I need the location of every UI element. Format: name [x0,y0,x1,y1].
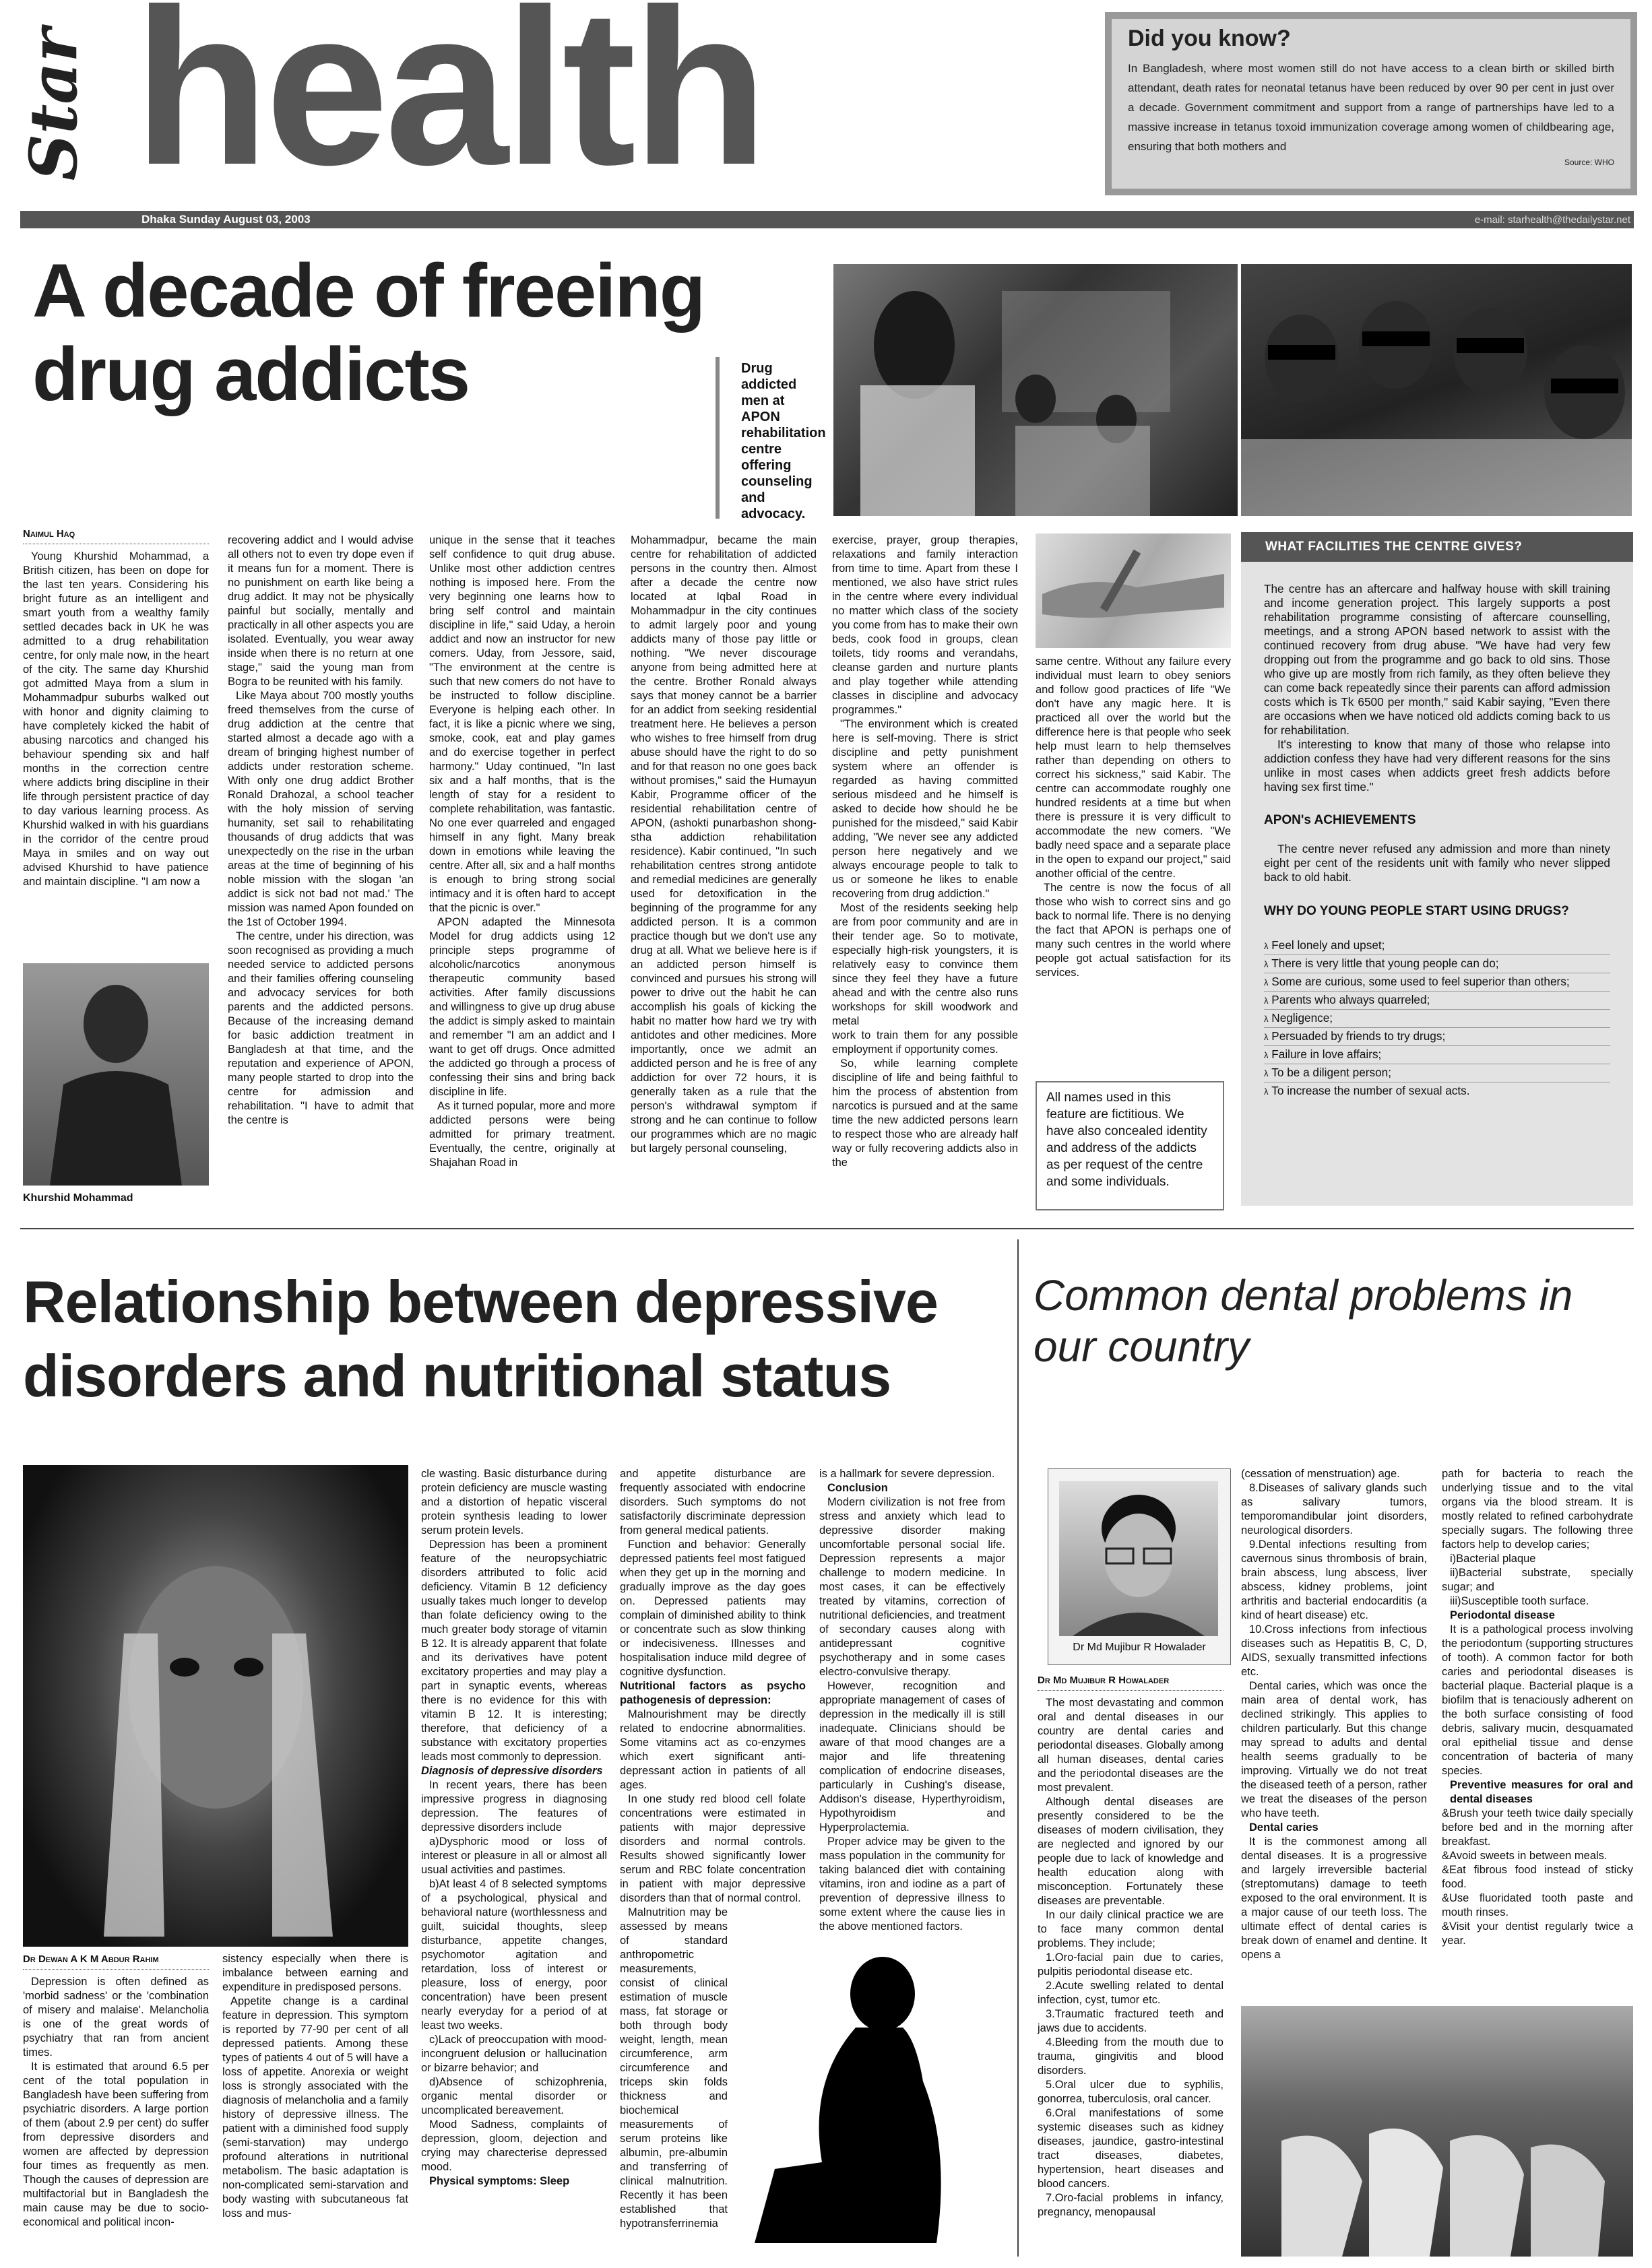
bullet-icon: λ [1264,1050,1269,1060]
article2-column-2 [222,1952,408,2221]
article2-para: Function and behavior: Generally depressed patients feel most fatigued when they get up in the morning and gradually improve as the day goes on. Depressed patients may complain of diminished ability to think or concentrate such as slow thinking or indecisiveness. Illnesses and hospitalisation induce mild degree of cognitive dysfunction. [620,1538,806,1678]
article-divider [1017,1239,1019,2257]
article2-para: In one study red blood cell folate concentrations were estimated in patients with major depressive disorders and normal controls. Results showed significantly lower serum and RBC folate concentration in patient with major depressive disorders than that of normal control. [620,1793,806,1904]
reason-item: λ Persuaded by friends to try drugs; [1264,1028,1610,1046]
article2-para: d)Absence of schizophrenia, organic mental disorder or uncomplicated bereavement. [421,2076,607,2116]
article2-para: Modern civilization is not free from stress and anxiety which lead to depressive disorder making uncomfortable personal social life. Depression represents a major challenge to modern medicine. In most cases, it can be effectively treated by vitamins, correction of nutritional deficiencies, and treatment of secondary causes along with antidepressant cognitive psychotherapy and in some cases electro-convulsive therapy. [819,1496,1005,1678]
email-link[interactable]: e-mail: starhealth@thedailystar.net [1474,214,1630,226]
article1-para: Mohammadpur, became the main centre for rehabilitation of addicted persons in the country then. Almost after a decade the centre now located at Iqbal Road in Mohammadpur in the city continues to admit largely poor and young addicts many of those pay little or nothing. "We never discourage anyone from being admitted here at the centre. Brother Ronald always says that money cannot be a barrier for an addict from seeking residential treatment here. He believes a person who wishes to free himself from drug abuse should have the right to do so and for that reason no one goes back without promises," said the Humayun Kabir, Programme officer of the residential rehabilitation centre of APON, (ashokti punarbashon shong-stha addiction rehabilitation residence). Kabir continued, "In such rehabilitation centres strong antidote and remedial medicines are generally used for detoxification in the beginning of the programme for any addicted person. It is a common practice though but we don't use any drug at all. What we believe here is if an addicted person himself is convinced and pursues his strong will power to drive out the habit he can accomplish his goals of kicking the habit no matter how hard we try with antidotes and other medicines. More importantly, once we admit an addicted person and he is free of any addiction for over 72 hours, it is generally taken as a rule that the person's withdrawal symptom if strong and he can continue to follow our programmes which are no magic but largely personal counseling, [631,534,817,1155]
bullet-icon: λ [1264,977,1269,987]
article1-headline: A decade of freeing drug addicts [32,249,705,416]
article1-column-5 [832,533,1018,1170]
periodontal-subheading: Periodontal disease [1450,1609,1555,1621]
article3-column-2 [1241,1467,1427,1962]
dentist-portrait [1059,1481,1218,1636]
article3-column-3 [1442,1467,1633,1948]
reason-item: λ Feel lonely and upset; [1264,937,1610,955]
article2-para: Proper advice may be given to the mass population in the community for taking balanced diet with containing vitamins, iron and iodine as a part of prevention of depressive illness to some extent where the cause lies in the above mentioned factors. [819,1836,1005,1933]
article2-para: Malnutrition may be assessed by means of standard anthropometric measurements, consist of clinical estimation of muscle mass, fat storage or both through body weight, length, mean circumference, arm circumference and triceps skin folds thickness and biochemical measurements of serum proteins like albumin, pre-albumin and transferring of clinical malnutrition. Recently it has been established that hypotransferrinemia [620,1906,728,2230]
article1-para: Young Khurshid Mohammad, a British citizen, has been on dope for the last ten years. Considering his bright future as an intelligent and smart youth from a wealthy family settled decades back in UK he was admitted to a drug rehabilitation centre, for only male now, in the heart of the city. The same day Khurshid got admitted Maya from a slum in Mohammadpur suburbs walked out with honor and dignity claiming to have completely kicked the habit of abusing narcotics and changed his behaviour spending six and half months in the correction centre where addicts bring discipline in their life through persistent practice of day to day various learning process. As Khurshid walked in with his guardians in the corridor of the centre proud Maya in smiles and on way out advised Khurshid to have patience and maintain discipline. "I am now a [23,550,209,888]
article3-para: i)Bacterial plaque [1450,1553,1536,1565]
article3-para: In our daily clinical practice we are to face many common dental problems. They include; [1038,1909,1224,1949]
article3-para: 6.Oral manifestations of some systemic diseases such as kidney diseases, jaundice, gastro-intestinal tract diseases, diabetes, hypertension, heart diseases and blood cancers. [1038,2107,1224,2190]
article3-para: &Use fluoridated tooth paste and mouth rinses. [1442,1892,1633,1918]
article2-para: It is estimated that around 6.5 per cent of the total population in Bangladesh have been suffering from psychiatric disorders. A large portion of them (about 2.9 per cent) do suffer from depressive disorders and women are affected by depression four times as frequently as men. Though the causes of depression are multifactorial but in Bangladesh the main cause may be due to socio-economical and political incon- [23,2061,209,2228]
byline-rule [23,1969,209,1970]
bullet-icon: λ [1264,1032,1269,1042]
article1-para: The centre, under his direction, was soon recognised as providing a much needed service to addicted persons and their families offering counseling and advocacy services for both parents and the addicted persons. Because of the increasing demand for basic addiction treatment in Bangladesh at that time, and the reputation and experience of APON, many people started to drop into the centre for admission and rehabilitation. "I have to admit that the centre is [228,930,414,1126]
photo-placeholder-icon [1241,264,1632,516]
article3-para: 9.Dental infections resulting from cavernous sinus thrombosis of brain, brain abscess, lung abscess, liver abscess, kidney problems, joint arthritis and bacterial endocarditis (a kind of heart disease) etc. [1241,1538,1427,1621]
reason-item: λ There is very little that young people can do; [1264,955,1610,973]
khurshid-portrait [23,963,209,1186]
teeth-photo [1241,2006,1633,2257]
dateline: Dhaka Sunday August 03, 2003 [141,213,311,226]
article2-para: sistency especially when there is imbalance between earning and expenditure in predisposed persons. [222,1953,408,1993]
article1-para: "The environment which is created here is self-moving. There is strict discipline and petty punishment system where an offender is regarded as having committed serious misdeed and he himself is asked to decide how should he be punished for the misdeed," said Kabir adding, "We never see any addicted person here negatively and we always encourage people to talk to us or someone he likes to enable recovering from drug addiction." [832,718,1018,900]
article3-para: path for bacteria to reach the underlying tissue and to the vital organs via the blood stream. It is mostly related to refined carbohydrate specially sugars. The following three factors help to develop caries; [1442,1468,1633,1551]
reason-item: λ Some are curious, some used to feel superior than others; [1264,973,1610,992]
article3-para: 3.Traumatic fractured teeth and jaws due to accidents. [1038,2008,1224,2034]
rehab-group-photo-right [1241,264,1632,516]
article2-para: Appetite change is a cardinal feature in depression. This symptom is reported by 77-90 per cent of all depressed patients. Among these types of patients 4 out of 5 will have a loss of appetite. Anorexia or weight loss is strongly associated with the diagnosis of melancholia and a family history of depressive illness. The patient with a diminished food supply (semi-starvation) may undergo profound alterations in nutritional metabolism. The basic adaptation is non-complicated semi-starvation and body wasting with subcutaneous fat loss and mus- [222,1995,408,2220]
article1-para: work to train them for any possible employment if opportunity comes. [832,1029,1018,1056]
article3-para: ii)Bacterial substrate, specially sugar; and [1442,1567,1633,1593]
did-you-know-title: Did you know? [1128,26,1291,51]
depressed-man-photo [23,1465,408,1947]
article2-column-1 [23,1952,209,2230]
article3-para: 4.Bleeding from the mouth due to trauma, gingivitis and blood disorders. [1038,2036,1224,2077]
facilities-sidebar [1241,532,1633,1206]
syringe-photo [1036,533,1231,648]
article3-headline: Common dental problems in our country [1034,1271,1573,1371]
article1-photo-caption: Drug addicted men at APON rehabilitation centre offering counseling and advocacy. [741,361,826,521]
nutrition-subheading: Nutritional factors as psycho pathogenesis of depression: [620,1680,806,1706]
bullet-icon: λ [1264,1087,1269,1097]
article3-para: (cessation of menstruation) age. [1241,1468,1400,1480]
photo-placeholder-icon [833,264,1238,516]
article1-para: same centre. Without any failure every individual must learn to obey seniors and follow good practices of life "We don't have any magic here. It is practiced all over the world but the difference here is that people who seek help must learn to help themselves rather than depending on others to correct his sickness," said Kabir. The centre can accommodate roughly one hundred residents at a time but when there is pressure it is very difficult to accommodate the new comers. "We badly need space and a separate place in the open to expand our project," said another official of the centre. [1036,655,1231,880]
article2-para: Malnourishment may be directly related to endocrine abnormalities. Some vitamins act as co-enzymes which exert significant anti-depressant action in patients of all ages. [620,1708,806,1791]
article3-byline: Dr Md Mujibur R Howalader [1038,1675,1170,1686]
article1-para: recovering addict and I would advise all others not to even try dope even if it means fun for a moment. There is no punishment on earth like being a drug addict. It may not be physically painful but socially, mentally and practically in all other aspects you are isolated. Eventually, you wear away inside when there is no return at one stage," said the young man from Bogra to be reunited with his family. [228,534,414,688]
article3-para: Dental caries, which was once the main area of dental work, has declined strikingly. This applies to children particularly. But this change may spread to adults and dental health seems gradually to be improving. Virtually we do not treat the diseased teeth of a person, rather we treat the diseases of the person who have teeth. [1241,1680,1427,1819]
article1-column-1 [23,527,209,889]
note-text: All names used in this feature are fictitious. We have also concealed identity and address of the addicts as per request of the centre and some individuals. [1046,1091,1207,1189]
brand-logo: Star [15,28,92,181]
article3-para: &Avoid sweets in between meals. [1442,1850,1608,1862]
bullet-icon: λ [1264,941,1269,951]
article2-para: b)At least 4 of 8 selected symptoms of a psychological, physical and behavioral nature (worthlessness and guilt, suicidal thoughts, sleep disturbance, appetite changes, psychomotor agitation and retardation, loss of interest or pleasure, loss of energy, poor concentration) have been present nearly everyday for a period of at least two weeks. [421,1878,607,2032]
dental-caries-subheading: Dental caries [1249,1821,1319,1834]
article1-para: APON adapted the Minnesota Model for drug addicts using 12 principle steps programme of alcoholic/narcotics anonymous therapeutic community based activities. After family discussions and willingness to give up drug abuse the addict is simply asked to maintain and remember "I am an addict and I want to get off drugs. Once admitted the addicted go through a process of confessing their sins and bring back discipline in life. [429,916,615,1098]
article1-column-2 [228,533,414,1128]
article1-column-4 [631,533,817,1156]
reason-item: λ Failure in love affairs; [1264,1046,1610,1064]
article2-para: In recent years, there has been impressive progress in diagnosing depression. The features of depressive disorders include [421,1779,607,1834]
did-you-know-source: Source: WHO [1564,158,1614,167]
article3-para: The most devastating and common oral and dental diseases in our country are dental caries and periodontal diseases. Globally among all human diseases, dental caries and the periodontal diseases are the most prevalent. [1038,1697,1224,1794]
article2-para: c)Lack of preoccupation with mood-incongruent delusion or hallucination or bizarre behavior; and [421,2034,607,2074]
article3-para: iii)Susceptible tooth surface. [1450,1595,1589,1607]
article2-para: and appetite disturbance are frequently associated with endocrine disorders. Such symptoms do not satisfactorily discriminate depression from general medical patients. [620,1468,806,1536]
section-divider [20,1228,1634,1229]
portrait-placeholder-icon [23,963,209,1186]
article3-para: 1.Oro-facial pain due to caries, pulpitis periodontal disease etc. [1038,1951,1224,1978]
hands-face-icon [23,1465,408,1947]
section-title: health [133,0,764,211]
achievements-title: APON's ACHIEVEMENTS [1264,813,1416,827]
article1-para: Most of the residents seeking help are from poor community and are in their tender age. So to motivate, especially high-risk youngsters, it is relatively easy to convince them since they feel they have a future ahead and with the centre also runs workshops for skill woodwork and metal [832,902,1018,1027]
article3-para: 2.Acute swelling related to dental infection, cyst, tumor etc. [1038,1980,1224,2006]
article3-para: It is a pathological process involving the periodontum (supporting structures of tooth). A common factor for both caries and periodontal diseases is bacterial plaque. Bacterial plaque is a biofilm that is tenaciously adherent on the both surface consisting of food debris, salivary mucin, desquamated oral epithelial tissue and dense concentration of bacteria of many species. [1442,1623,1633,1777]
article1-para: The centre is now the focus of all those who wish to correct sins and go back to normal life. There is no denying the fact that APON is perhaps one of many such centres in the world where people got actual satisfaction for its services. [1036,882,1231,979]
article1-para: exercise, prayer, group therapies, relaxations and family interaction from time to time. Apart from these I mentioned, we also have strict rules in the centre where every individual no matter which class of the society you come from has to make their own beds, cook food in groups, clean toilets, tidy rooms and verandahs, cleanse garden and nurture plants and play together while attending classes in discipline and advocacy programmes." [832,534,1018,716]
dentist-portrait-frame [1048,1468,1231,1665]
article3-para: &Eat fibrous food instead of sticky food. [1442,1864,1633,1890]
article2-byline: Dr Dewan A K M Abdur Rahim [23,1953,159,1965]
did-you-know-box [1105,12,1637,195]
bullet-icon: λ [1264,1014,1269,1024]
article2-para: Depression is often defined as 'morbid sadness' or the 'combination of misery and malaise'. Melancholia is one of the great words of psychiatry that ran from ancient times. [23,1976,209,2059]
article1-column-3 [429,533,615,1170]
article2-para: Depression has been a prominent feature of the neuropsychiatric disorders attributed to folic acid deficiency. Vitamin B 12 deficiency usually takes much longer to develop than folate deficiency owing to the much greater body storage of vitamin B 12. It is already apparent that folate and its derivatives have potent excitatory properties and may play a part in synaptic events, whereas there is no evidence for this with vitamin B 12. It is interesting; therefore, that deficiency of a substance with excitatory properties leads most commonly to depression. [421,1538,607,1763]
article3-para: 8.Diseases of salivary glands such as salivary tumors, temporomandibular joint disorders, neurological disorders. [1241,1482,1427,1536]
article3-para: Although dental diseases are presently considered to be the diseases of modern civilisation, they are neglected and ignored by our people due to lack of knowledge and health education along with misconception. Fortunately these diseases are preventable. [1038,1796,1224,1907]
byline-rule [1038,1690,1224,1691]
article2-para: Mood Sadness, complaints of depression, gloom, dejection and crying may charecterise depressed mood. [421,2118,607,2173]
bullet-icon: λ [1264,1068,1269,1078]
article2-para: Physical symptoms: Sleep [429,2175,570,2187]
article2-para: However, recognition and appropriate management of cases of depression in the medically ill is still inadequate. Clinicians should be aware of that mood changes are a major and life threatening complication of endocrine diseases, particularly in Cushing's disease, Addison's disease, Hyperthyroidism, Hypothyroidism and Hyperprolactemia. [819,1680,1005,1834]
caption-rule [716,357,720,519]
article1-column-6 [1036,655,1231,980]
sidebar-para: It's interesting to know that many of those who relapse into addiction confess they have had very different reasons for the sins unlike in most cases when addicts greet fresh addicts before having sex first time." [1264,738,1610,793]
did-you-know-body: In Bangladesh, where most women still do not have access to a clean birth or skilled birth attendant, death rates for neonatal tetanus have been reduced by over 90 per cent in just over a decade. Government commitment and support from a range of partnerships have led to a massive increase in tetanus toxoid immunization coverage among women of childbearing age, ensuring that both mothers and [1128,62,1614,153]
preventive-subheading: Preventive measures for oral and dental diseases [1450,1779,1633,1805]
article2-column-5 [819,1467,1005,1934]
khurshid-portrait-caption: Khurshid Mohammad [23,1192,133,1204]
article3-column-1 [1038,1673,1224,2220]
teeth-icon [1241,2006,1633,2257]
rehab-group-photo-left [833,264,1238,516]
article3-para: 5.Oral ulcer due to syphilis, gonorrea, tuberculosis, oral cancer. [1038,2079,1224,2105]
reason-item: λ Negligence; [1264,1010,1610,1028]
article2-headline: Relationship between depressive disorders and nutritional status [23,1268,938,1409]
portrait-placeholder-icon [1059,1481,1218,1636]
sidebar-title: WHAT FACILITIES THE CENTRE GIVES? [1241,532,1633,562]
why-title: WHY DO YOUNG PEOPLE START USING DRUGS? [1264,904,1569,918]
article3-para: &Visit your dentist regularly twice a year. [1442,1920,1633,1947]
reason-item: λ To increase the number of sexual acts. [1264,1084,1470,1097]
article1-para: unique in the sense that it teaches self confidence to quit drug abuse. Unlike most other addiction centres nothing is imposed here. From the very beginning one learns how to bring self control and maintain discipline in life," said Uday, a heroin addict and now an instructor for new comers. Uday, from Jessore, said, "The environment at the centre is such that new comers do not have to be instructed to follow discipline. Everyone is helping each other. In fact, it is like a picnic where we sing, smoke, cook, eat and play games and do exercise together in perfect harmony." Uday continued, "In last six and a half months, that is the length of stay for a resident to complete rehabilitation, was fantastic. No one ever quarreled and engaged himself in any fight. Many break down in emotions while leaving the centre. After all, six and a half months is enough to bring strong social intimacy and it is often hard to accept that the picnic is over." [429,534,615,914]
dentist-portrait-caption: Dr Md Mujibur R Howalader [1073,1642,1206,1653]
article3-para: It is the commonest among all dental diseases. It is a progressive and largely irreversible bacterial (streptomutans) damage to teeth exposed to the oral environment. It is a major cause of our teeth loss. The ultimate effect of dental caries is break down of enamel and dentine. It opens a [1241,1836,1427,1961]
article1-byline: Naimul Haq [23,528,75,540]
bullet-icon: λ [1264,959,1269,969]
article3-para: 10.Cross infections from infectious diseases such as Hepatitis B, C, D, AIDS, sexually transmitted infections etc. [1241,1623,1427,1678]
article1-para: So, while learning complete discipline of life and being faithful to him the process of abstention from narcotics is pursued and at the same time the new addicted persons learn to respect those who are already half way or fully recovering addicts also in the [832,1058,1018,1169]
article1-para: As it turned popular, more and more addicted persons were being admitted for primary treatment. Eventually, the centre, originally at Shajahan Road in [429,1100,615,1169]
conclusion-subheading: Conclusion [827,1482,888,1494]
diagnosis-subheading: Diagnosis of depressive disorders [421,1765,603,1777]
article1-para: Like Maya about 700 mostly youths freed themselves from the curse of drug addiction at the centre that started almost a decade ago with a dream of bringing highest number of addicts under restoration scheme. With only one drug addict Brother Ronald Drahozal, a school teacher with the holy mission of serving humanity, set sail to rehabilitating thousands of drug addicts that was unexpectedly on the rise in the urban areas at the time of beginning of his noble mission with the slogan 'an addict is sick not bad not mad.' The mission was named Apon founded on the 1st of October 1994. [228,690,414,928]
bullet-icon: λ [1264,996,1269,1006]
reason-item: λ Parents who always quarreled; [1264,992,1610,1010]
article3-para: &Brush your teeth twice daily specially before bed and in the morning after breakfast. [1442,1807,1633,1848]
reason-item: λ To be a diligent person; [1264,1064,1610,1082]
article2-column-3 [421,1467,607,2189]
sitting-silhouette [734,1947,957,2257]
reasons-list [1264,937,1610,1100]
syringe-icon [1036,533,1231,648]
silhouette-icon [734,1947,957,2257]
article3-para: 7.Oro-facial problems in infancy, pregnancy, menopausal [1038,2192,1224,2218]
article2-para: is a hallmark for severe depression. [819,1468,995,1480]
article2-para: a)Dysphoric mood or loss of interest or pleasure in all or almost all usual activities and pastimes. [421,1836,607,1876]
article2-para: cle wasting. Basic disturbance during protein deficiency are muscle wasting and a distortion of hepatic visceral protein synthesis leading to lower serum protein levels. [421,1468,607,1536]
fictitious-names-note [1036,1081,1224,1210]
achievements-body: The centre never refused any admission and more than ninety eight per cent of the residents unit with family who never slipped back to old habit. [1264,842,1610,884]
sidebar-para: The centre has an aftercare and halfway house with skill training and income generation project. This largely supports a post rehabilitation programme consisting of aftercare counselling, meetings, and a strong APON based network to assist with the continued recovery from drug abuse. "We have had very few dropping out from the programme and go back to old sins. Those who give up are mostly from rich family, as they often believe they can come back repeatedly since their parents can afford admission costs which is Tk 6500 per month," said Kabir saying, "Even there are occasions when we have noticed old addicts coming back to us for rehabilitation. [1264,582,1610,737]
